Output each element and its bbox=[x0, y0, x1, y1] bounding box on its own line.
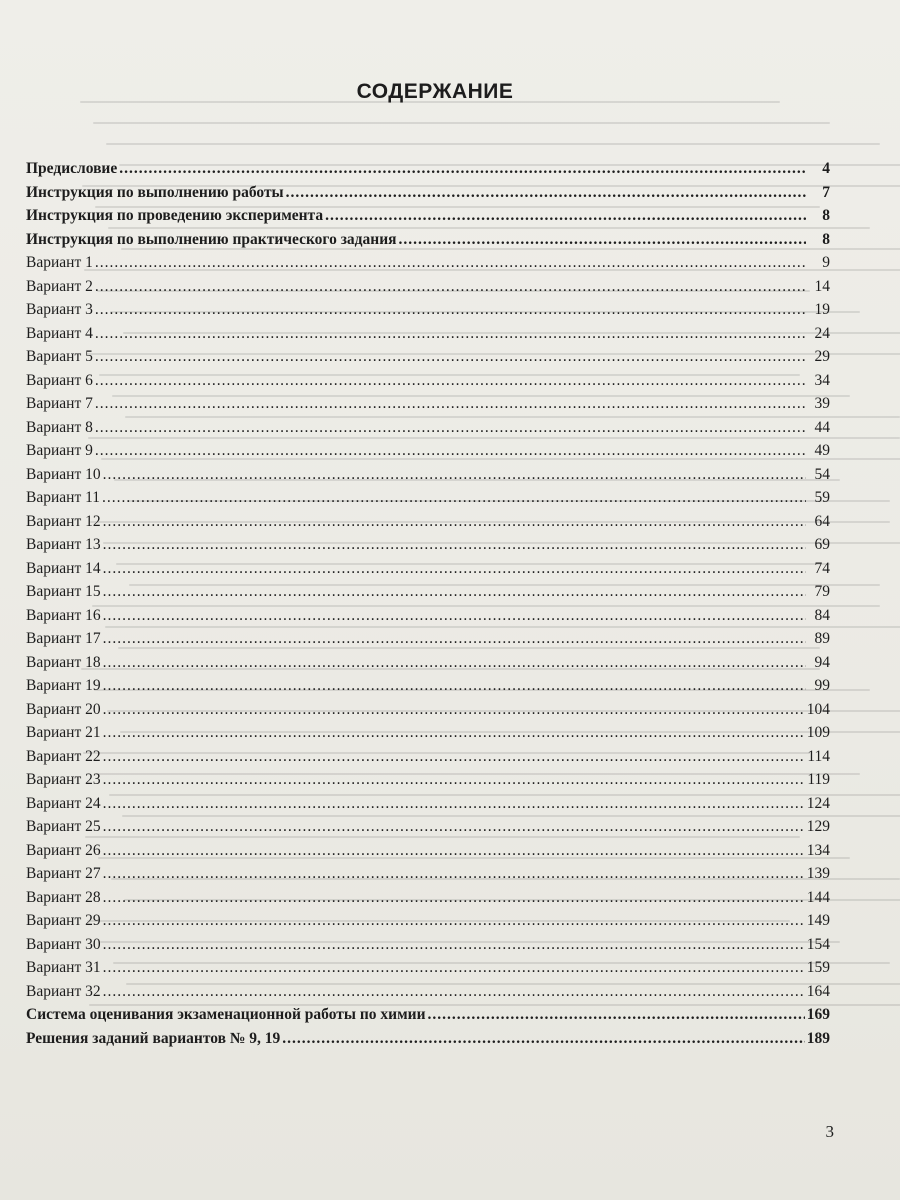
toc-entry-label: Вариант 23 bbox=[26, 771, 101, 788]
toc-entry bbox=[26, 372, 830, 396]
toc-entry-page: 84 bbox=[814, 606, 830, 624]
toc-entry-label: Вариант 3 bbox=[26, 301, 93, 318]
toc-entry-page: 69 bbox=[814, 536, 830, 553]
dot-leader bbox=[103, 630, 806, 648]
toc-entry bbox=[26, 583, 830, 607]
toc-entry-page: 149 bbox=[806, 912, 830, 929]
toc-entry bbox=[26, 654, 830, 678]
toc-entry bbox=[26, 442, 830, 466]
dot-leader bbox=[103, 560, 806, 578]
dot-leader bbox=[103, 936, 805, 954]
dot-leader bbox=[103, 889, 805, 907]
dot-leader bbox=[428, 1006, 805, 1024]
toc-entry bbox=[26, 513, 830, 537]
toc-entry-page: 8 bbox=[822, 230, 830, 248]
dot-leader bbox=[103, 771, 806, 789]
toc-entry-page: 44 bbox=[814, 418, 830, 436]
toc-entry-page: 74 bbox=[814, 559, 830, 577]
dot-leader bbox=[95, 301, 806, 319]
toc-entry bbox=[26, 1006, 830, 1030]
toc-entry bbox=[26, 842, 830, 866]
toc-entry bbox=[26, 325, 830, 349]
toc-entry bbox=[26, 231, 830, 255]
toc-entry bbox=[26, 184, 830, 208]
dot-leader bbox=[103, 724, 805, 742]
toc-entry-label: Вариант 29 bbox=[26, 912, 101, 929]
toc-entry bbox=[26, 489, 830, 513]
toc-entry bbox=[26, 771, 830, 795]
toc-entry-page: 134 bbox=[806, 841, 830, 859]
toc-entry bbox=[26, 395, 830, 419]
dot-leader bbox=[103, 983, 805, 1001]
dot-leader bbox=[103, 795, 805, 813]
toc-entry-page: 89 bbox=[814, 630, 830, 647]
toc-entry-page: 109 bbox=[806, 724, 830, 741]
dot-leader bbox=[95, 348, 806, 366]
toc-entry bbox=[26, 936, 830, 960]
toc-entry-page: 119 bbox=[807, 771, 830, 788]
toc-entry-page: 54 bbox=[814, 465, 830, 483]
toc-entry-page: 14 bbox=[814, 277, 830, 295]
dot-leader bbox=[282, 1030, 804, 1048]
toc-entry bbox=[26, 1030, 830, 1054]
dot-leader bbox=[103, 748, 806, 766]
toc-entry bbox=[26, 677, 830, 701]
toc-entry-label: Решения заданий вариантов № 9, 19 bbox=[26, 1029, 281, 1047]
toc-entry-label: Вариант 12 bbox=[26, 512, 101, 530]
toc-entry bbox=[26, 466, 830, 490]
dot-leader bbox=[103, 607, 806, 625]
toc-entry-page: 64 bbox=[814, 512, 830, 530]
bleed-through-line bbox=[93, 122, 830, 124]
toc-entry-page: 19 bbox=[814, 301, 830, 318]
toc-entry-page: 99 bbox=[814, 677, 830, 694]
toc-entry bbox=[26, 419, 830, 443]
dot-leader bbox=[103, 654, 806, 672]
toc-entry-page: 79 bbox=[814, 583, 830, 600]
toc-entry-label: Вариант 25 bbox=[26, 818, 101, 835]
toc-entry-label: Вариант 31 bbox=[26, 959, 101, 976]
toc-entry-page: 7 bbox=[822, 183, 830, 201]
dot-leader bbox=[103, 513, 806, 531]
toc-entry-page: 94 bbox=[814, 653, 830, 671]
dot-leader bbox=[95, 278, 806, 296]
toc-entry bbox=[26, 889, 830, 913]
toc-entry-label: Вариант 26 bbox=[26, 841, 101, 859]
toc-entry bbox=[26, 301, 830, 325]
dot-leader bbox=[95, 372, 806, 390]
dot-leader bbox=[95, 442, 806, 460]
toc-entry-label: Вариант 8 bbox=[26, 418, 93, 436]
toc-entry-page: 154 bbox=[806, 935, 830, 953]
toc-entry bbox=[26, 865, 830, 889]
toc-entry-page: 9 bbox=[822, 254, 830, 271]
toc-entry-page: 129 bbox=[806, 818, 830, 835]
toc-entry-label: Система оценивания экзаменационной работы по химии bbox=[26, 1006, 426, 1023]
toc-entry bbox=[26, 607, 830, 631]
toc-entry bbox=[26, 560, 830, 584]
dot-leader bbox=[95, 395, 806, 413]
toc-entry-label: Вариант 6 bbox=[26, 371, 93, 389]
toc-entry-label: Вариант 18 bbox=[26, 653, 101, 671]
dot-leader bbox=[102, 489, 806, 507]
dot-leader bbox=[286, 184, 806, 202]
toc-entry-page: 104 bbox=[806, 700, 830, 718]
toc-entry-label: Вариант 24 bbox=[26, 794, 101, 812]
dot-leader bbox=[103, 536, 806, 554]
toc-entry-label: Инструкция по проведению эксперимента bbox=[26, 207, 324, 224]
dot-leader bbox=[103, 583, 806, 601]
toc-entry-page: 159 bbox=[806, 959, 830, 976]
dot-leader bbox=[103, 466, 806, 484]
toc-entry bbox=[26, 160, 830, 184]
dot-leader bbox=[119, 160, 806, 178]
toc-entry-page: 39 bbox=[814, 395, 830, 412]
toc-entry bbox=[26, 701, 830, 725]
dot-leader bbox=[103, 865, 805, 883]
toc-entry-label: Вариант 32 bbox=[26, 982, 101, 1000]
toc-entry-page: 4 bbox=[822, 160, 830, 177]
toc-entry-label: Вариант 20 bbox=[26, 700, 101, 718]
toc-entry-label: Вариант 16 bbox=[26, 606, 101, 624]
toc-entry-page: 124 bbox=[806, 794, 830, 812]
toc-entry-page: 169 bbox=[806, 1006, 830, 1023]
toc-entry-label: Вариант 1 bbox=[26, 254, 93, 271]
bleed-through-line bbox=[106, 143, 880, 145]
toc-entry-page: 139 bbox=[806, 865, 830, 882]
dot-leader bbox=[399, 231, 806, 249]
toc-entry-label: Вариант 17 bbox=[26, 630, 101, 647]
dot-leader bbox=[103, 842, 805, 860]
toc-entry-label: Вариант 19 bbox=[26, 677, 101, 694]
page-number: 3 bbox=[825, 1122, 834, 1141]
toc-entry-label: Вариант 13 bbox=[26, 536, 101, 553]
dot-leader bbox=[103, 912, 805, 930]
table-of-contents bbox=[26, 160, 830, 1053]
toc-entry-label: Вариант 4 bbox=[26, 324, 93, 342]
toc-entry-label: Вариант 28 bbox=[26, 888, 101, 906]
toc-entry bbox=[26, 748, 830, 772]
toc-entry-label: Вариант 14 bbox=[26, 559, 101, 577]
toc-entry-page: 34 bbox=[814, 371, 830, 389]
toc-entry-label: Вариант 21 bbox=[26, 724, 101, 741]
toc-entry bbox=[26, 536, 830, 560]
toc-entry-label: Вариант 10 bbox=[26, 465, 101, 483]
toc-entry-page: 59 bbox=[814, 489, 830, 506]
toc-entry-label: Вариант 5 bbox=[26, 348, 93, 365]
dot-leader bbox=[95, 325, 806, 343]
toc-entry-page: 144 bbox=[806, 888, 830, 906]
toc-entry-page: 24 bbox=[814, 324, 830, 342]
dot-leader bbox=[103, 959, 805, 977]
toc-entry-label: Инструкция по выполнению практического задания bbox=[26, 230, 397, 248]
dot-leader bbox=[103, 818, 805, 836]
toc-entry-label: Вариант 30 bbox=[26, 935, 101, 953]
toc-entry-page: 114 bbox=[807, 747, 830, 765]
toc-entry bbox=[26, 818, 830, 842]
page-title: СОДЕРЖАНИЕ bbox=[356, 80, 514, 103]
toc-entry-page: 164 bbox=[806, 982, 830, 1000]
dot-leader bbox=[103, 701, 805, 719]
toc-entry-label: Вариант 2 bbox=[26, 277, 93, 295]
toc-entry bbox=[26, 983, 830, 1007]
toc-entry-label: Вариант 11 bbox=[26, 489, 101, 506]
toc-entry-page: 49 bbox=[814, 442, 830, 459]
toc-entry-label: Предисловие bbox=[26, 160, 118, 177]
toc-entry bbox=[26, 630, 830, 654]
toc-entry bbox=[26, 207, 830, 231]
toc-entry-label: Вариант 22 bbox=[26, 747, 101, 765]
toc-entry bbox=[26, 278, 830, 302]
toc-entry-label: Инструкция по выполнению работы bbox=[26, 183, 284, 201]
toc-entry bbox=[26, 254, 830, 278]
dot-leader bbox=[103, 677, 806, 695]
toc-entry-label: Вариант 15 bbox=[26, 583, 101, 600]
dot-leader bbox=[95, 254, 806, 272]
dot-leader bbox=[325, 207, 806, 225]
toc-entry bbox=[26, 348, 830, 372]
toc-entry-label: Вариант 7 bbox=[26, 395, 93, 412]
toc-entry bbox=[26, 912, 830, 936]
toc-entry-label: Вариант 9 bbox=[26, 442, 93, 459]
toc-entry-page: 29 bbox=[814, 348, 830, 365]
toc-entry-page: 8 bbox=[822, 207, 830, 224]
toc-entry bbox=[26, 959, 830, 983]
dot-leader bbox=[95, 419, 806, 437]
toc-entry-page: 189 bbox=[806, 1029, 830, 1047]
toc-entry bbox=[26, 724, 830, 748]
toc-entry bbox=[26, 795, 830, 819]
toc-entry-label: Вариант 27 bbox=[26, 865, 101, 882]
